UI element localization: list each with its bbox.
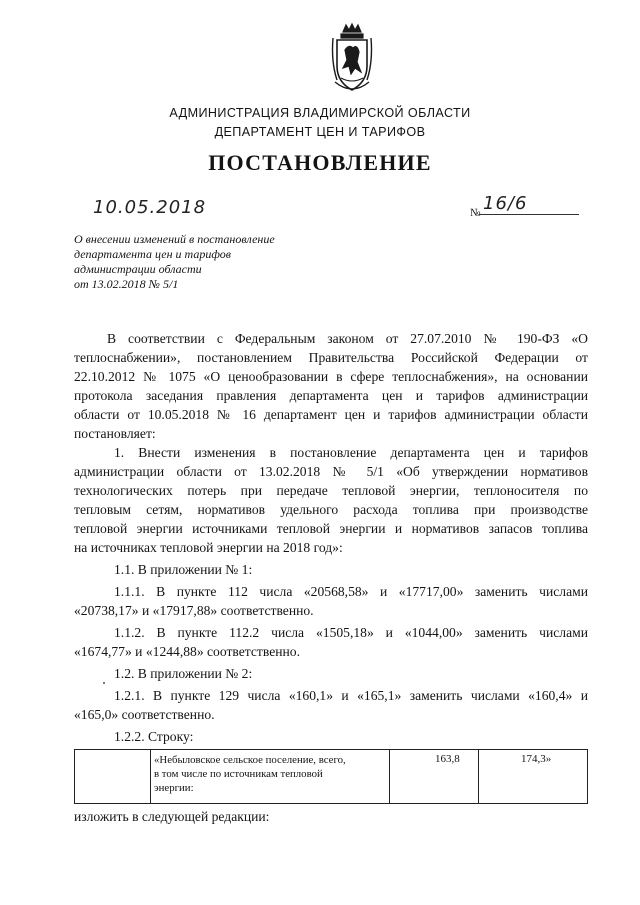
body-line: «1674,77» и «1244,88» соответственно. [74,644,300,659]
table-column-divider [389,750,390,803]
table-cell-line: «Небыловское сельское поселение, всего, [154,754,346,766]
body-line: 1.2. В приложении № 2: [114,666,253,681]
number-underline [479,214,579,215]
table-cell-name [154,753,384,795]
body-line: области от 10.05.2018 № 16 департамент цен и тарифов администрации области [74,407,588,422]
subject-line: О внесении изменений в постановление [74,232,275,246]
table-cell-value: 163,8 [435,753,460,765]
body-line: протокола заседания правления департамента цен и тарифов администрации [74,388,588,403]
body-line: 1. Внести изменения в постановление департамента цен и тарифов [114,445,588,460]
body-line: 1.2.2. Строку: [114,729,194,744]
body-line: постановляет: [74,426,156,441]
table-cell-value: 174,3» [521,753,552,765]
table-column-divider [478,750,479,803]
table-column-divider [150,750,151,803]
closing-line: изложить в следующей редакции: [74,809,270,824]
table-row [74,749,588,804]
body-line: технологических потерь при передаче тепловой энергии, теплоносителя по [74,483,588,498]
number-sign: № [470,207,481,219]
document-title: ПОСТАНОВЛЕНИЕ [208,150,432,175]
table-cell-line: в том числе по источникам тепловой [154,768,323,780]
body-line: администрации области от 13.02.2018 № 5/1 «Об утверждении нормативов [74,464,588,479]
body-line: на источниках тепловой энергии на 2018 год»: [74,540,343,555]
scan-speck [103,682,105,684]
body-line: 1.1.1. В пункте 112 числа «20568,58» и «17717,00» заменить числами [114,584,588,599]
subject-line: администрации области [74,262,202,276]
table-cell-line: энергии: [154,782,194,794]
body-line: 1.1.2. В пункте 112.2 числа «1505,18» и «1044,00» заменить числами [114,625,588,640]
coat-of-arms-emblem [329,22,375,96]
body-line: теплоснабжении», постановлением Правительства Российской Федерации от [74,350,588,365]
document-number: 16/6 [483,193,528,214]
subject-line: департамента цен и тарифов [74,247,231,261]
body-line: В соответствии с Федеральным законом от 27.07.2010 № 190-ФЗ «О [107,331,588,346]
body-line: тепловой энергии источниками тепловой энергии и нормативов запасов топлива [74,521,588,536]
department-name: ДЕПАРТАМЕНТ ЦЕН И ТАРИФОВ [214,125,426,139]
body-line: 1.2.1. В пункте 129 числа «160,1» и «165,1» заменить числами «160,4» и [114,688,588,703]
body-line: 1.1. В приложении № 1: [114,562,253,577]
body-line: тепловым сетям, нормативов удельного расхода топлива при производстве [74,502,588,517]
document-date: 10.05.2018 [93,197,207,218]
subject-line: от 13.02.2018 № 5/1 [74,277,179,291]
body-line: «165,0» соответственно. [74,707,215,722]
body-line: 22.10.2012 № 1075 «О ценообразовании в сфере теплоснабжения», на основании [74,369,588,384]
body-line: «20738,17» и «17917,88» соответственно. [74,603,314,618]
administration-name: АДМИНИСТРАЦИЯ ВЛАДИМИРСКОЙ ОБЛАСТИ [169,106,471,120]
